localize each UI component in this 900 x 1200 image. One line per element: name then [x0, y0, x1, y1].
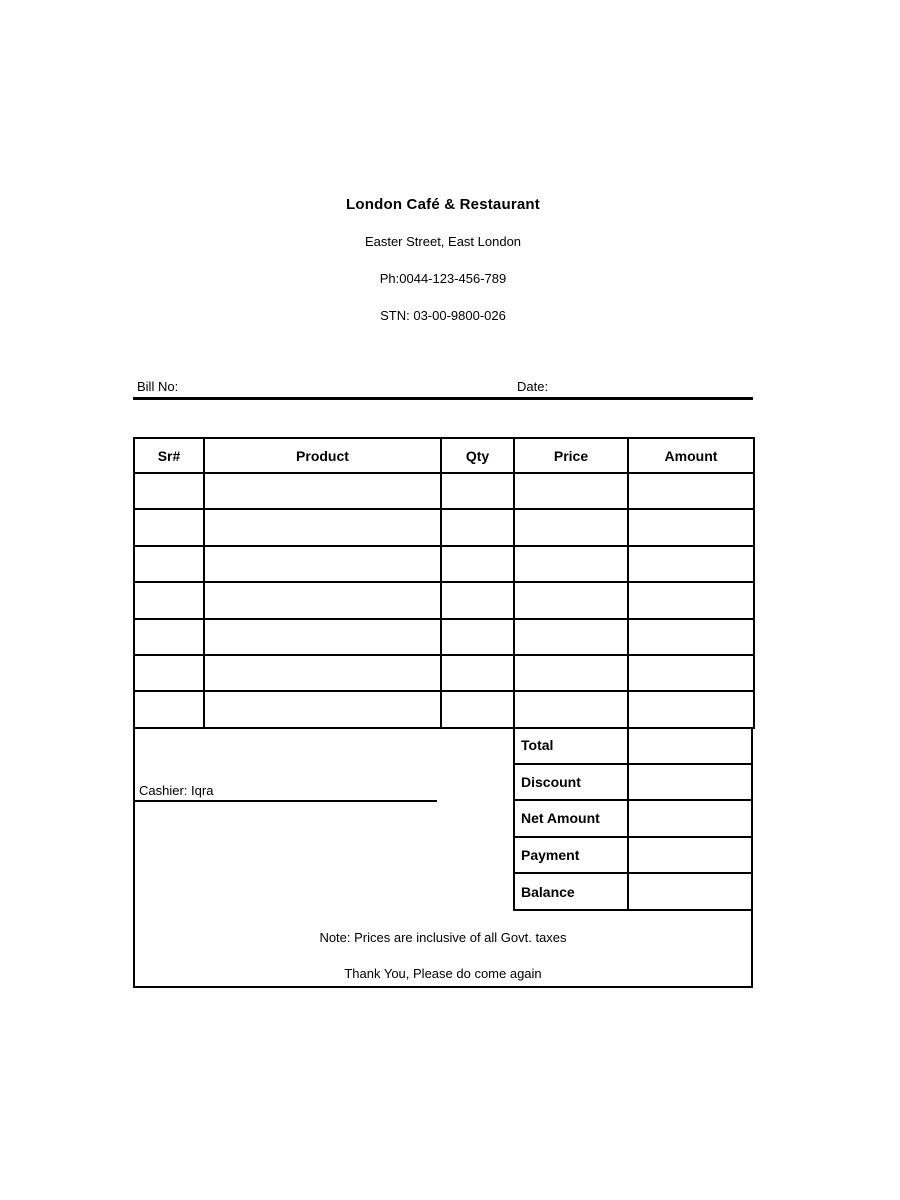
summary-row-discount — [515, 765, 751, 802]
item-cell-empty — [514, 655, 628, 691]
item-cell-empty — [204, 582, 441, 618]
thank-you-message: Thank You, Please do come again — [344, 966, 542, 981]
item-cell-empty — [514, 582, 628, 618]
column-header-price: Price — [514, 438, 628, 473]
item-cell-empty — [628, 691, 754, 727]
item-cell-empty — [134, 473, 204, 509]
item-row — [134, 655, 754, 691]
item-cell-empty — [628, 509, 754, 545]
items-table-header — [134, 438, 754, 473]
item-cell-empty — [134, 582, 204, 618]
date-label: Date: — [517, 379, 549, 394]
item-cell-empty — [441, 619, 514, 655]
summary-label: Balance — [515, 874, 629, 909]
tax-note: Note: Prices are inclusive of all Govt. taxes — [319, 930, 567, 945]
summary-value — [629, 874, 751, 909]
cashier-label: Cashier: Iqra — [139, 783, 214, 798]
item-cell-empty — [204, 655, 441, 691]
bill-info-row — [133, 375, 753, 400]
item-row — [134, 509, 754, 545]
item-row — [134, 691, 754, 727]
column-header-sr: Sr# — [134, 438, 204, 473]
item-cell-empty — [514, 473, 628, 509]
summary-row-balance — [515, 874, 751, 911]
cashier-signature-line — [135, 800, 437, 802]
item-cell-empty — [441, 691, 514, 727]
column-header-product: Product — [204, 438, 441, 473]
item-cell-empty — [204, 509, 441, 545]
item-cell-empty — [514, 619, 628, 655]
item-cell-empty — [204, 691, 441, 727]
summary-table — [513, 728, 751, 911]
item-cell-empty — [134, 655, 204, 691]
item-cell-empty — [134, 546, 204, 582]
items-table-body — [134, 473, 754, 728]
item-cell-empty — [204, 546, 441, 582]
item-cell-empty — [134, 691, 204, 727]
item-cell-empty — [514, 691, 628, 727]
item-row — [134, 582, 754, 618]
item-cell-empty — [628, 473, 754, 509]
items-header-row — [134, 438, 754, 473]
item-cell-empty — [441, 509, 514, 545]
item-cell-empty — [441, 655, 514, 691]
item-row — [134, 473, 754, 509]
item-cell-empty — [628, 619, 754, 655]
item-cell-empty — [514, 509, 628, 545]
summary-value — [629, 801, 751, 836]
restaurant-address: Easter Street, East London — [364, 234, 522, 249]
item-cell-empty — [514, 546, 628, 582]
summary-row-net-amount — [515, 801, 751, 838]
item-cell-empty — [134, 509, 204, 545]
restaurant-name: London Café & Restaurant — [346, 196, 540, 213]
restaurant-stn: STN: 03-00-9800-026 — [380, 308, 506, 323]
summary-value — [629, 765, 751, 800]
summary-value — [629, 728, 751, 763]
item-row — [134, 619, 754, 655]
summary-row-payment — [515, 838, 751, 875]
summary-value — [629, 838, 751, 873]
summary-label: Total — [515, 728, 629, 763]
summary-label: Payment — [515, 838, 629, 873]
totals-section — [133, 728, 753, 988]
item-cell-empty — [628, 655, 754, 691]
summary-label: Net Amount — [515, 801, 629, 836]
item-row — [134, 546, 754, 582]
item-cell-empty — [628, 546, 754, 582]
items-table — [133, 437, 755, 729]
restaurant-phone: Ph:0044-123-456-789 — [379, 271, 507, 286]
summary-label: Discount — [515, 765, 629, 800]
summary-row-total — [515, 728, 751, 765]
item-cell-empty — [441, 582, 514, 618]
bill-no-label: Bill No: — [137, 379, 179, 394]
item-cell-empty — [134, 619, 204, 655]
item-cell-empty — [441, 473, 514, 509]
item-cell-empty — [628, 582, 754, 618]
item-cell-empty — [204, 473, 441, 509]
item-cell-empty — [204, 619, 441, 655]
column-header-qty: Qty — [441, 438, 514, 473]
column-header-amount: Amount — [628, 438, 754, 473]
item-cell-empty — [441, 546, 514, 582]
